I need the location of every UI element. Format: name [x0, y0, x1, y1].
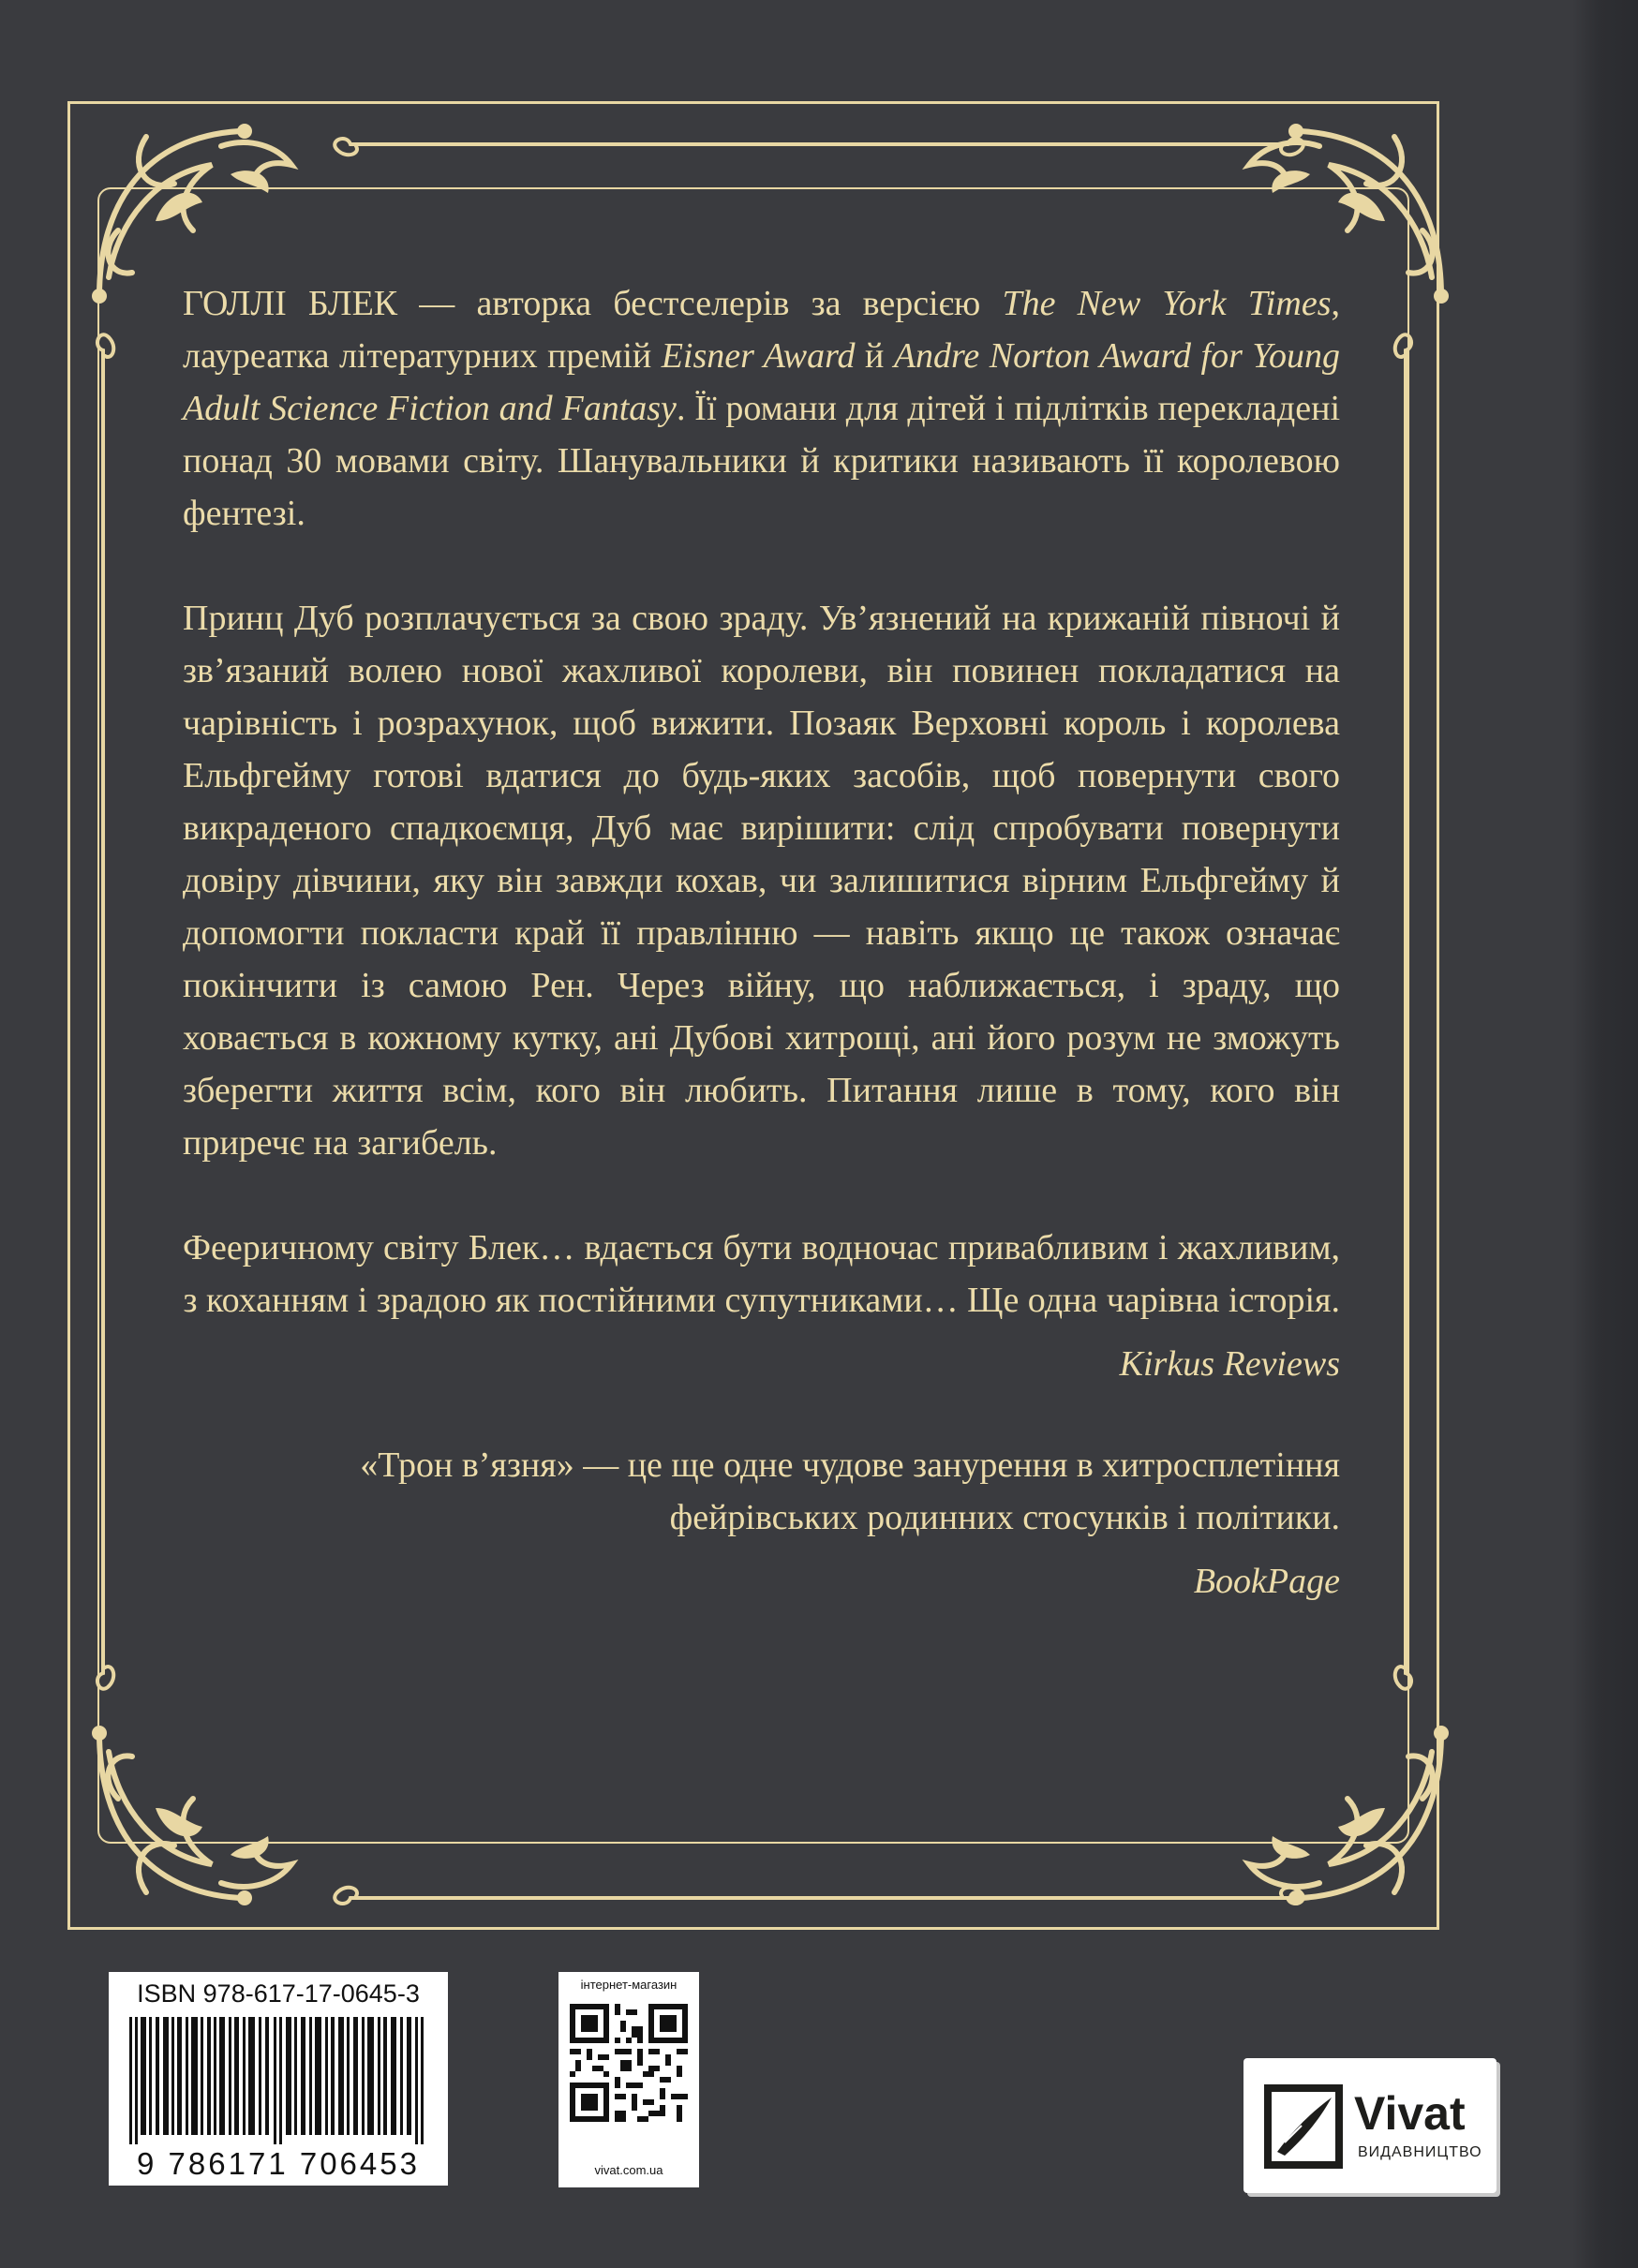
synopsis: Принц Дуб розплачується за свою зраду. Ув’язнений на крижаній півночі й зв’язаний волею нової жахливої королеви, він повинен покладатися на чарівність і розрахунок, щоб вижити. Позаяк Верховні король і королева Ельфгейму готові вдатися до будь-яких засобів, щоб повернути свого викраденого спадкоємця, Дуб має вирішити: слід спробувати повернути довіру дівчини, яку він завжди кохав, чи залишитися вірним Ельфгейму й допомогти покласти край її правлінню — навіть якщо це також означає покінчити із самою Рен. Через війну, що наближається, і зраду, що ховається в кожному кутку, ані Дубові хитрощі, ані його розум не зможуть зберегти життя всім, кого він любить. Питання лише в тому, кого він приречє на загибель.: [183, 599, 1340, 1163]
qr-code-block: [558, 1972, 699, 2187]
author-bio: [183, 277, 1340, 540]
text-area: [183, 277, 1340, 1656]
review-source: Kirkus Reviews: [1119, 1344, 1340, 1384]
isbn-barcode-block: [109, 1972, 448, 2186]
bio-italic-nyt: The New York Times: [1002, 284, 1332, 323]
bio-text: , лауреатка літературних премій: [183, 284, 1340, 376]
publisher-subtitle: ВИДАВНИЦТВО: [1358, 2144, 1482, 2160]
qr-top-label: інтернет-магазин: [580, 1978, 678, 1992]
bio-italic-norton: Andre Norton Award for Young Adult Science Fiction and Fantasy: [183, 336, 1340, 428]
scroll-ornament-icon: [90, 319, 127, 1705]
spine-shadow: [1572, 0, 1638, 2268]
qr-code-icon: [570, 2004, 688, 2122]
scroll-ornament-icon: [1381, 319, 1419, 1705]
corner-ornament-icon: [90, 1724, 305, 1911]
publisher-name: Vivat: [1354, 2087, 1466, 2140]
scroll-ornament-icon: [319, 1874, 1319, 1911]
barcode-icon: [129, 2017, 427, 2144]
review-quote: Фееричному світу Блек… вдається бути водночас привабливим і жахливим, з коханням і зрадою як постійними супутниками… Ще одна чарівна історія.: [183, 1228, 1340, 1320]
bio-text: ГОЛЛІ БЛЕК — авторка бестселерів за версією: [183, 284, 1003, 323]
review-source: BookPage: [1193, 1562, 1340, 1601]
isbn-label: ISBN 978-617-17-0645-3: [137, 1979, 420, 2008]
review-quote: «Трон в’язня» — це ще одне чудове занурення в хитросплетіння фейрівських родинних стосунків і політики.: [360, 1445, 1340, 1537]
vivat-logo-icon: [1264, 2084, 1343, 2169]
scroll-ornament-icon: [319, 131, 1319, 169]
bio-text: й: [855, 336, 894, 376]
publisher-logo: [1243, 2058, 1497, 2193]
bio-italic-eisner: Eisner Award: [661, 336, 856, 376]
qr-bottom-label: vivat.com.ua: [594, 2163, 663, 2177]
isbn-digits: 9 786171 706453: [137, 2146, 420, 2181]
bio-text: . Її романи для дітей і підлітків перекладені понад 30 мовами світу. Шанувальники й критики називають її королевою фентезі.: [183, 389, 1340, 533]
